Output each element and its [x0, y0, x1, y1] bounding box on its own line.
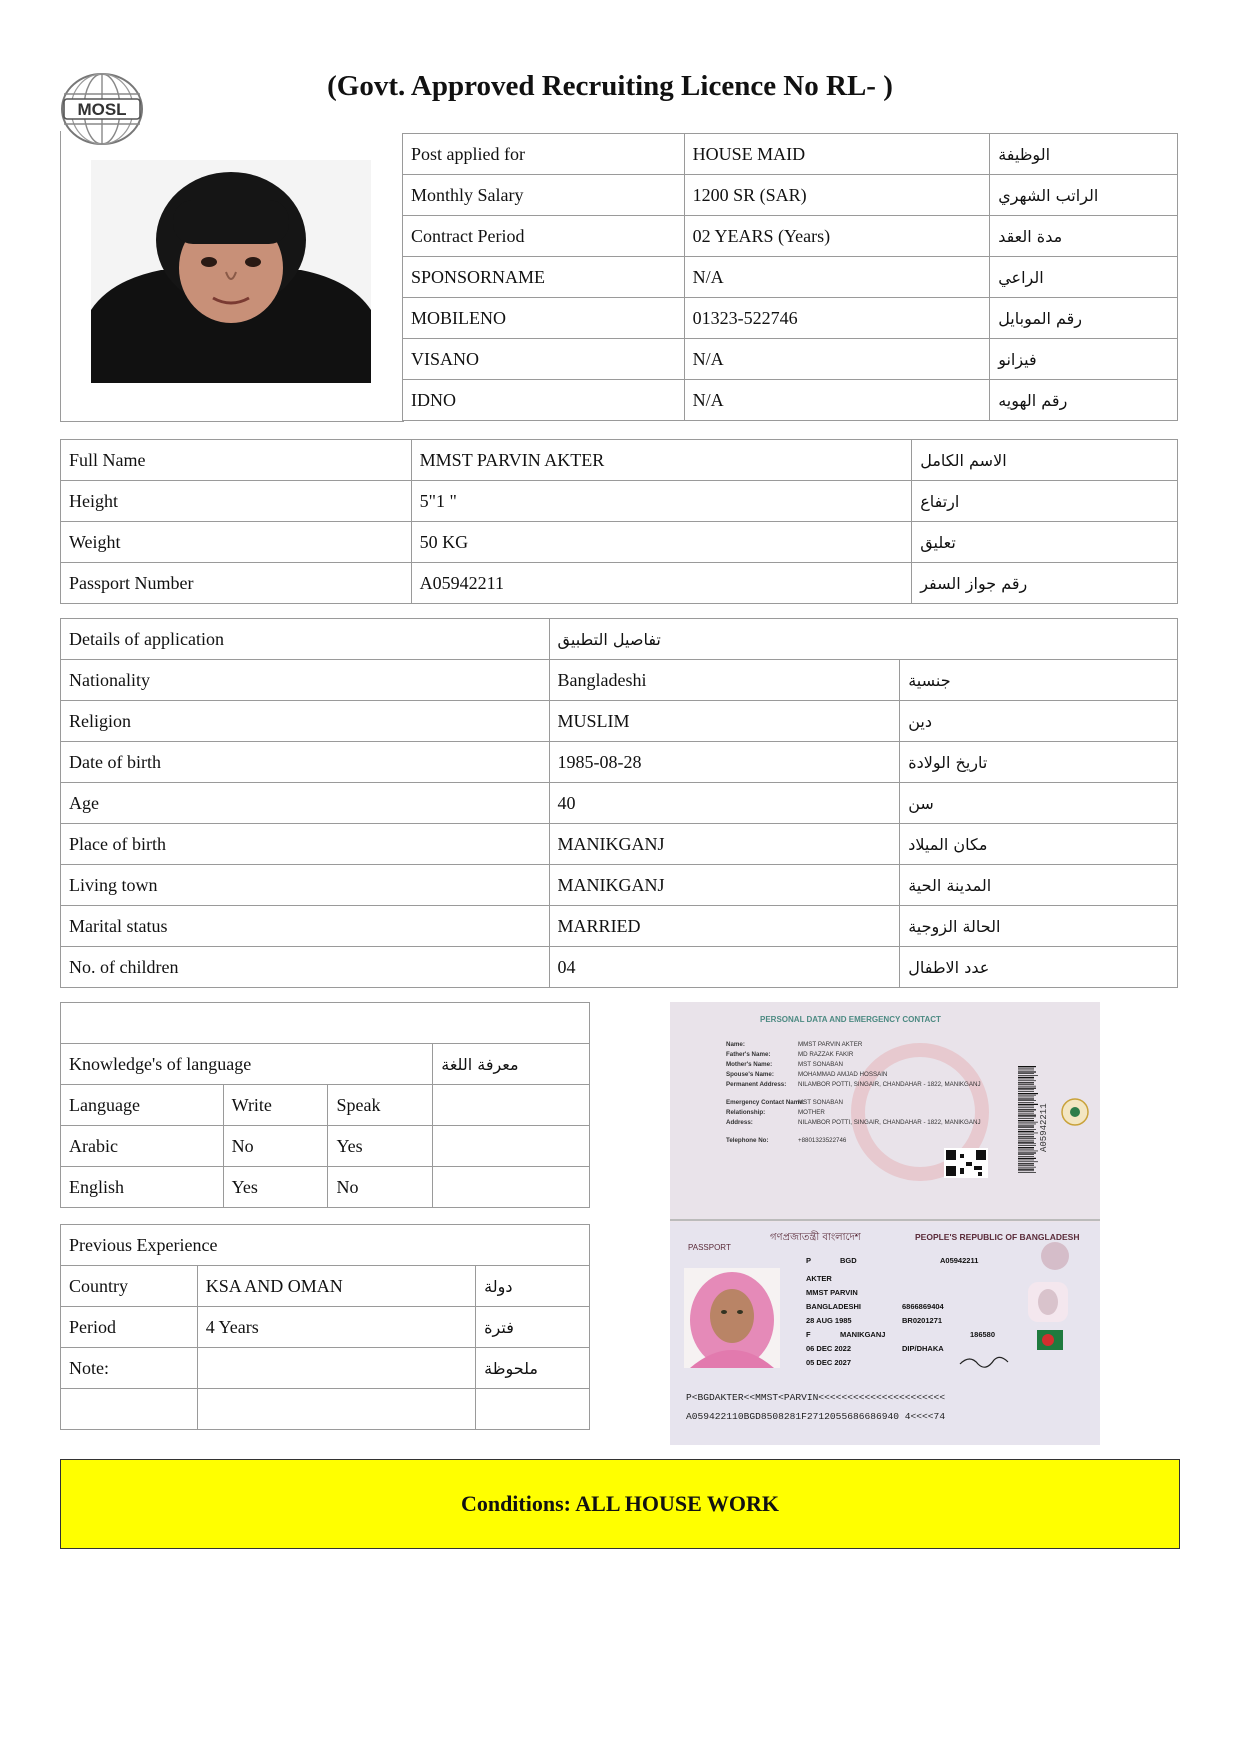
- field-label: Age: [61, 783, 550, 824]
- job-table: [402, 133, 1178, 421]
- experience-ar: ملحوظة: [476, 1348, 590, 1389]
- experience-label: Country: [61, 1266, 198, 1307]
- bangladesh-emblem: [1062, 1099, 1088, 1125]
- qr-code: [944, 1148, 988, 1178]
- contact-key: Name:: [726, 1041, 745, 1048]
- table-row: [61, 742, 1178, 783]
- field-label: VISANO: [403, 339, 685, 380]
- field-label: Nationality: [61, 660, 550, 701]
- contact-value: NILAMBOR POTTI, SINGAIR, CHANDAHAR - 1822, MANIKGANJ: [798, 1119, 981, 1126]
- passport-dob: 28 AUG 1985: [806, 1316, 852, 1325]
- table-row: [403, 175, 1178, 216]
- field-label: Full Name: [61, 440, 412, 481]
- language-title: Knowledge's of language: [61, 1044, 433, 1085]
- table-row: [403, 257, 1178, 298]
- col-language: Language: [61, 1085, 224, 1126]
- application-header-label: Details of application: [61, 619, 550, 660]
- field-label-ar: سن: [900, 783, 1178, 824]
- contact-key: Relationship:: [726, 1109, 766, 1116]
- field-value: MANIKGANJ: [549, 865, 900, 906]
- field-label: Contract Period: [403, 216, 685, 257]
- field-value: Bangladeshi: [549, 660, 900, 701]
- table-row: [61, 440, 1178, 481]
- table-row: [61, 481, 1178, 522]
- field-value: 50 KG: [411, 522, 912, 563]
- field-label-ar: الراعي: [990, 257, 1178, 298]
- table-row: [61, 783, 1178, 824]
- field-value: 01323-522746: [684, 298, 990, 339]
- experience-title: Previous Experience: [61, 1225, 590, 1266]
- blank-cell: [61, 1003, 590, 1044]
- table-row: [61, 619, 1178, 660]
- contact-key: Spouse's Name:: [726, 1071, 774, 1078]
- table-row: [403, 380, 1178, 421]
- field-value: MUSLIM: [549, 701, 900, 742]
- field-label-ar: فيزانو: [990, 339, 1178, 380]
- field-label: No. of children: [61, 947, 550, 988]
- language-table: [60, 1002, 590, 1208]
- passport-expiry-date: 05 DEC 2027: [806, 1358, 852, 1367]
- blank-cell: [433, 1167, 590, 1208]
- table-row: [403, 134, 1178, 175]
- language-write: No: [223, 1126, 328, 1167]
- language-title-ar: معرفة اللغة: [433, 1044, 590, 1085]
- experience-value: 4 Years: [197, 1307, 475, 1348]
- language-write: Yes: [223, 1167, 328, 1208]
- passport-surname: AKTER: [806, 1274, 832, 1283]
- contact-key: Emergency Contact Name:: [726, 1099, 805, 1106]
- table-row: [61, 1266, 590, 1307]
- language-name: English: [61, 1167, 224, 1208]
- table-row: [61, 1389, 590, 1430]
- language-speak: No: [328, 1167, 433, 1208]
- field-label-ar: عدد الاطفال: [900, 947, 1178, 988]
- blank-cell: [433, 1126, 590, 1167]
- field-value: N/A: [684, 380, 990, 421]
- experience-ar: دولة: [476, 1266, 590, 1307]
- blank-cell: [476, 1389, 590, 1430]
- col-speak: Speak: [328, 1085, 433, 1126]
- field-label: Marital status: [61, 906, 550, 947]
- experience-value: [197, 1348, 475, 1389]
- passport-prev-no: BR0201271: [902, 1316, 943, 1325]
- field-label: Date of birth: [61, 742, 550, 783]
- page-title: (Govt. Approved Recruiting Licence No RL- ): [327, 70, 893, 102]
- experience-label: Period: [61, 1307, 198, 1348]
- field-label-ar: مدة العقد: [990, 216, 1178, 257]
- contact-value: MMST PARVIN AKTER: [798, 1041, 863, 1048]
- contact-value: MST SONABAN: [798, 1099, 843, 1106]
- field-label-ar: تعليق: [912, 522, 1178, 563]
- passport-place-of-birth: MANIKGANJ: [840, 1330, 886, 1339]
- blank-cell: [61, 1389, 198, 1430]
- table-row: [61, 1126, 590, 1167]
- contact-key: Mother's Name:: [726, 1061, 773, 1068]
- logo-text: MOSL: [77, 100, 127, 119]
- field-label-ar: مكان الميلاد: [900, 824, 1178, 865]
- field-label-ar: رقم الموبايل: [990, 298, 1178, 339]
- contact-value: NILAMBOR POTTI, SINGAIR, CHANDAHAR - 1822, MANIKGANJ: [798, 1081, 981, 1088]
- table-row: [403, 298, 1178, 339]
- table-row: [61, 1348, 590, 1389]
- table-row: [61, 865, 1178, 906]
- applicant-photo: [91, 160, 371, 383]
- passport-nationality: BANGLADESHI: [806, 1302, 862, 1311]
- field-label: SPONSORNAME: [403, 257, 685, 298]
- table-row: [61, 701, 1178, 742]
- field-value: MARRIED: [549, 906, 900, 947]
- contact-value: MOTHER: [798, 1109, 825, 1116]
- passport-number: A05942211: [940, 1256, 979, 1265]
- field-label: Place of birth: [61, 824, 550, 865]
- field-label-ar: المدينة الحية: [900, 865, 1178, 906]
- field-label: Weight: [61, 522, 412, 563]
- table-row: [61, 947, 1178, 988]
- contact-key: Address:: [726, 1119, 753, 1126]
- field-label-ar: رقم الهويه: [990, 380, 1178, 421]
- field-label-ar: رقم جواز السفر: [912, 563, 1178, 604]
- experience-label: Note:: [61, 1348, 198, 1389]
- field-value: MANIKGANJ: [549, 824, 900, 865]
- field-label-ar: جنسية: [900, 660, 1178, 701]
- field-value: A05942211: [411, 563, 912, 604]
- table-row: [61, 563, 1178, 604]
- country-heading: PEOPLE'S REPUBLIC OF BANGLADESH: [915, 1232, 1080, 1242]
- field-label-ar: الوظيفة: [990, 134, 1178, 175]
- experience-table: [60, 1224, 590, 1430]
- language-speak: Yes: [328, 1126, 433, 1167]
- passport-issue-date: 06 DEC 2022: [806, 1344, 852, 1353]
- table-row: [61, 1003, 590, 1044]
- contact-key: Permanent Address:: [726, 1081, 787, 1088]
- contact-value: MST SONABAN: [798, 1061, 843, 1068]
- field-label-ar: الاسم الكامل: [912, 440, 1178, 481]
- table-row: [61, 824, 1178, 865]
- passport-sex: F: [806, 1330, 811, 1339]
- field-label: Post applied for: [403, 134, 685, 175]
- passport-personal-no: 6866869404: [902, 1302, 944, 1311]
- table-row: [61, 1085, 590, 1126]
- experience-ar: فترة: [476, 1307, 590, 1348]
- holder-photo: [684, 1268, 780, 1368]
- field-label: Religion: [61, 701, 550, 742]
- personal-table: [60, 439, 1178, 604]
- table-row: [403, 216, 1178, 257]
- mrz-line-2: A059422110BGD8508281F2712055686686940 4<<<<74: [686, 1411, 946, 1422]
- field-label: IDNO: [403, 380, 685, 421]
- field-value: 1985-08-28: [549, 742, 900, 783]
- field-value: HOUSE MAID: [684, 134, 990, 175]
- experience-value: KSA AND OMAN: [197, 1266, 475, 1307]
- passport-vertical-number: A05942211: [1039, 1103, 1049, 1152]
- field-label: Height: [61, 481, 412, 522]
- language-name: Arabic: [61, 1126, 224, 1167]
- col-write: Write: [223, 1085, 328, 1126]
- table-row: [61, 522, 1178, 563]
- passport-authority: DIP/DHAKA: [902, 1344, 944, 1353]
- field-label: Monthly Salary: [403, 175, 685, 216]
- passport-top-heading: PERSONAL DATA AND EMERGENCY CONTACT: [760, 1015, 941, 1024]
- passport-label: PASSPORT: [688, 1243, 731, 1252]
- field-value: N/A: [684, 339, 990, 380]
- table-row: [61, 1044, 590, 1085]
- field-value: 5"1 ": [411, 481, 912, 522]
- blank-cell: [433, 1085, 590, 1126]
- field-value: 1200 SR (SAR): [684, 175, 990, 216]
- field-label-ar: تاريخ الولادة: [900, 742, 1178, 783]
- field-value: 02 YEARS (Years): [684, 216, 990, 257]
- passport-country-code: BGD: [840, 1256, 857, 1265]
- field-label-ar: دين: [900, 701, 1178, 742]
- application-table: [60, 618, 1178, 988]
- contact-key: Telephone No:: [726, 1137, 769, 1144]
- passport-doc-no: 186580: [970, 1330, 996, 1339]
- table-row: [403, 339, 1178, 380]
- contact-key: Father's Name:: [726, 1051, 771, 1058]
- field-label: Living town: [61, 865, 550, 906]
- table-row: [61, 906, 1178, 947]
- field-value: N/A: [684, 257, 990, 298]
- contact-value: +8801323522746: [798, 1137, 847, 1144]
- field-label-ar: الراتب الشهري: [990, 175, 1178, 216]
- field-value: 04: [549, 947, 900, 988]
- field-value: 40: [549, 783, 900, 824]
- blank-cell: [197, 1389, 475, 1430]
- table-row: [61, 1167, 590, 1208]
- passport-type: P: [806, 1256, 812, 1265]
- field-label: Passport Number: [61, 563, 412, 604]
- table-row: [61, 1225, 590, 1266]
- application-header-ar: تفاصيل التطبيق: [549, 619, 1177, 660]
- contact-value: MD RAZZAK FAKIR: [798, 1051, 854, 1058]
- conditions-banner: Conditions: ALL HOUSE WORK: [60, 1459, 1180, 1549]
- table-row: [61, 660, 1178, 701]
- passport-given-name: MMST PARVIN: [806, 1288, 858, 1297]
- mrz-line-1: P<BGDAKTER<<MMST<PARVIN<<<<<<<<<<<<<<<<<<<<<<: [686, 1392, 946, 1403]
- table-row: [61, 1307, 590, 1348]
- contact-value: MOHAMMAD AMJAD HOSSAIN: [798, 1071, 888, 1078]
- field-label-ar: ارتفاع: [912, 481, 1178, 522]
- field-value: MMST PARVIN AKTER: [411, 440, 912, 481]
- field-label: MOBILENO: [403, 298, 685, 339]
- passport-scan: [670, 1002, 1100, 1445]
- field-label-ar: الحالة الزوجية: [900, 906, 1178, 947]
- bangla-heading: গণপ্রজাতন্ত্রী বাংলাদেশ: [770, 1232, 861, 1243]
